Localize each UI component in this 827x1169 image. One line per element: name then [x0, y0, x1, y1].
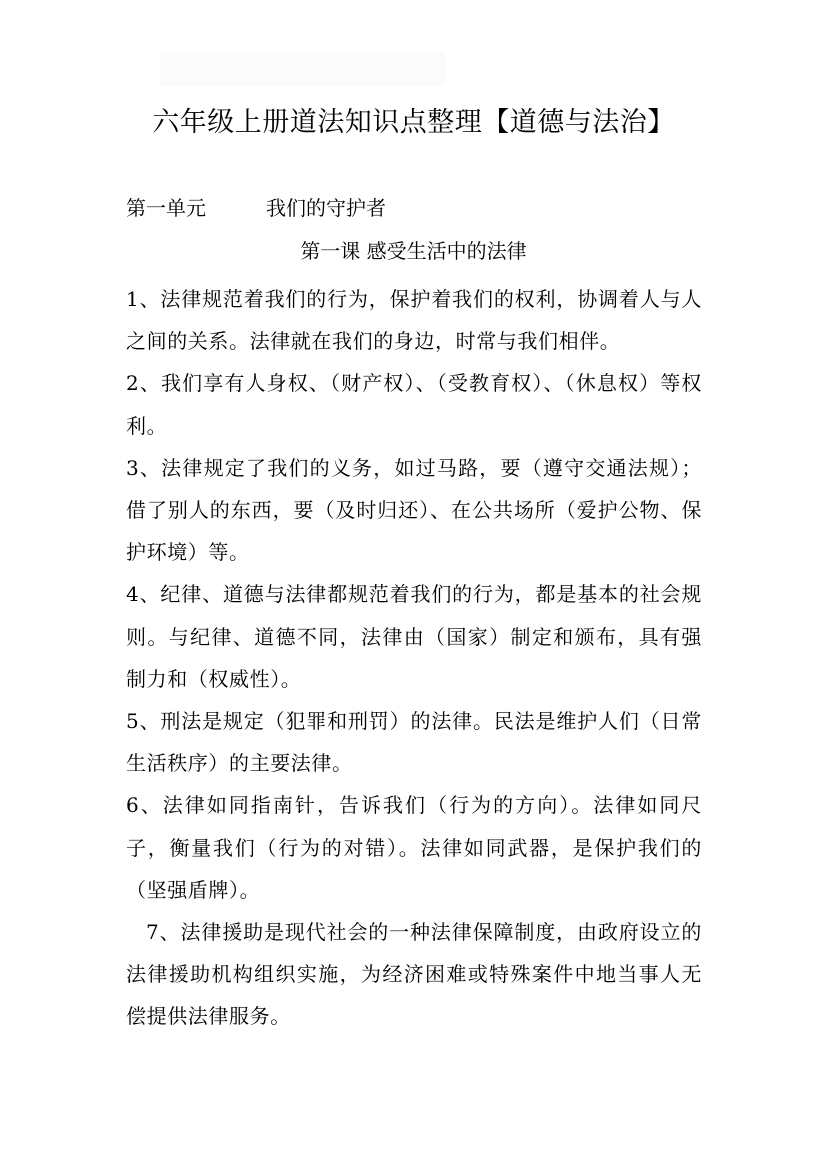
lesson-body [126, 278, 702, 1038]
paragraph-7-part2: 件中地当事人 [553, 962, 682, 987]
paragraph-1: 1、法律规范着我们的行为，保护着我们的权利，协调着人与人之间的关系。法律就在我们的身边，时常与我们相伴。 [126, 287, 702, 354]
paragraph-5: 5、刑法是规定（犯罪和刑罚）的法律。民法是维护人们（日常生活秩序）的主要法律。 [126, 709, 702, 776]
unit-heading [126, 193, 386, 223]
paragraph-3: 3、法律规定了我们的义务，如过马路，要（遵守交通法规）；借了别人的东西，要（及时归还）、在公共场所（爱护公物、保护环境）等。 [126, 455, 702, 565]
paragraph-7-part1: 7、法律援助是现代社会的一种法律保障制度，由政府设立的法律援助机构组织实施，为经济困难或特殊案 [126, 920, 702, 987]
unit-name: 我们的守护者 [266, 196, 386, 220]
paragraph-6: 6、法律如同指南针，告诉我们（行为的方向）。法律如同尺子，衡量我们（行为的对错）。法律如同武器，是保护我们的（坚强盾牌）。 [126, 793, 702, 902]
paragraph-2: 2、我们享有人身权、（财产权）、（受教育权）、（休息权）等权利。 [126, 371, 702, 438]
paragraph-7-part3: 无偿提供法律服务。 [126, 962, 702, 1029]
document-title: 六年级上册道法知识点整理【道德与法治】 [152, 107, 675, 138]
paragraph-4: 4、纪律、道德与法律都规范着我们的行为，都是基本的社会规则。与纪律、道德不同，法律由（国家）制定和颁布，具有强制力和（权威性）。 [126, 582, 702, 691]
paragraph-7 [126, 911, 702, 1038]
faint-header-band [160, 52, 445, 86]
lesson-heading: 第一课 感受生活中的法律 [300, 239, 527, 263]
unit-number: 第一单元 [126, 196, 206, 220]
